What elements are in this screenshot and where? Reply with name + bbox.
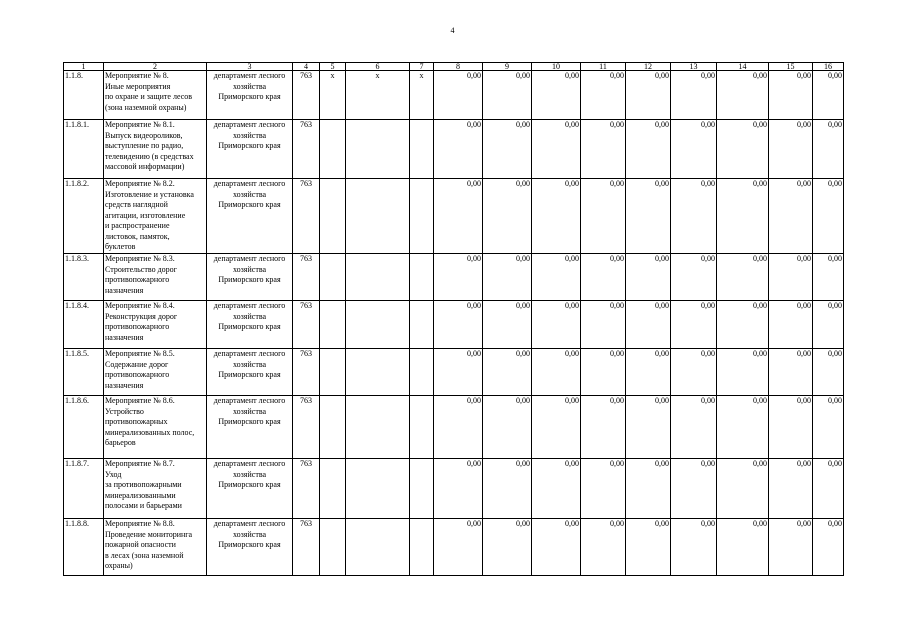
column-header: 3 xyxy=(207,63,293,71)
cell-col4: 763 xyxy=(293,254,320,301)
cell-col7 xyxy=(410,396,434,459)
cell-value: 0,00 xyxy=(769,179,813,254)
table-row xyxy=(64,71,844,120)
cell-col5 xyxy=(320,179,346,254)
cell-col7 xyxy=(410,519,434,576)
cell-value: 0,00 xyxy=(581,71,626,120)
cell-col6 xyxy=(346,179,410,254)
cell-executor: департамент лесного хозяйства Приморского края xyxy=(207,301,293,349)
cell-value: 0,00 xyxy=(626,254,671,301)
column-header: 16 xyxy=(813,63,844,71)
cell-value: 0,00 xyxy=(434,120,483,179)
column-header: 15 xyxy=(769,63,813,71)
cell-col5 xyxy=(320,254,346,301)
cell-value: 0,00 xyxy=(626,179,671,254)
cell-value: 0,00 xyxy=(581,519,626,576)
cell-col6 xyxy=(346,254,410,301)
cell-value: 0,00 xyxy=(434,179,483,254)
cell-value: 0,00 xyxy=(434,459,483,519)
cell-executor: департамент лесного хозяйства Приморского края xyxy=(207,179,293,254)
cell-value: 0,00 xyxy=(626,71,671,120)
cell-col7 xyxy=(410,254,434,301)
cell-value: 0,00 xyxy=(434,349,483,396)
cell-value: 0,00 xyxy=(581,396,626,459)
cell-code: 1.1.8.2. xyxy=(64,179,104,254)
cell-executor: департамент лесного хозяйства Приморского края xyxy=(207,349,293,396)
cell-value: 0,00 xyxy=(434,519,483,576)
cell-col6 xyxy=(346,120,410,179)
cell-value: 0,00 xyxy=(769,519,813,576)
column-header: 9 xyxy=(483,63,532,71)
cell-value: 0,00 xyxy=(532,396,581,459)
cell-code: 1.1.8.4. xyxy=(64,301,104,349)
cell-value: 0,00 xyxy=(813,349,844,396)
cell-col7 xyxy=(410,349,434,396)
cell-measure-name: Мероприятие № 8. Иные мероприятия по охране и защите лесов (зона наземной охраны) xyxy=(104,71,207,120)
cell-col5 xyxy=(320,120,346,179)
cell-executor: департамент лесного хозяйства Приморского края xyxy=(207,120,293,179)
cell-col6 xyxy=(346,396,410,459)
cell-value: 0,00 xyxy=(626,519,671,576)
table-row xyxy=(64,459,844,519)
cell-col4: 763 xyxy=(293,396,320,459)
table-row xyxy=(64,254,844,301)
cell-value: 0,00 xyxy=(483,519,532,576)
cell-value: 0,00 xyxy=(813,71,844,120)
cell-value: 0,00 xyxy=(483,349,532,396)
cell-value: 0,00 xyxy=(769,459,813,519)
cell-col4: 763 xyxy=(293,301,320,349)
cell-executor: департамент лесного хозяйства Приморского края xyxy=(207,71,293,120)
cell-value: 0,00 xyxy=(581,301,626,349)
cell-value: 0,00 xyxy=(434,301,483,349)
cell-value: 0,00 xyxy=(717,120,769,179)
cell-measure-name: Мероприятие № 8.1. Выпуск видеороликов, выступление по радио, телевидению (в средствах массовой информации) xyxy=(104,120,207,179)
cell-code: 1.1.8. xyxy=(64,71,104,120)
cell-value: 0,00 xyxy=(671,179,717,254)
cell-value: 0,00 xyxy=(769,301,813,349)
cell-col5 xyxy=(320,459,346,519)
cell-value: 0,00 xyxy=(769,71,813,120)
cell-value: 0,00 xyxy=(434,71,483,120)
table-row xyxy=(64,301,844,349)
cell-value: 0,00 xyxy=(626,349,671,396)
cell-measure-name: Мероприятие № 8.8. Проведение мониторинга пожарной опасности в лесах (зона наземной охраны) xyxy=(104,519,207,576)
cell-measure-name: Мероприятие № 8.2. Изготовление и установка средств наглядной агитации, изготовление и распространение листовок, памяток, буклетов xyxy=(104,179,207,254)
cell-executor: департамент лесного хозяйства Приморского края xyxy=(207,254,293,301)
cell-measure-name: Мероприятие № 8.6. Устройство противопожарных минерализованных полос, барьеров xyxy=(104,396,207,459)
cell-executor: департамент лесного хозяйства Приморского края xyxy=(207,519,293,576)
cell-value: 0,00 xyxy=(581,120,626,179)
cell-value: 0,00 xyxy=(483,179,532,254)
cell-value: 0,00 xyxy=(813,459,844,519)
cell-col7 xyxy=(410,459,434,519)
cell-measure-name: Мероприятие № 8.5. Содержание дорог противопожарного назначения xyxy=(104,349,207,396)
table-body xyxy=(64,71,844,576)
cell-value: 0,00 xyxy=(813,120,844,179)
cell-value: 0,00 xyxy=(717,349,769,396)
column-header: 10 xyxy=(532,63,581,71)
cell-value: 0,00 xyxy=(483,459,532,519)
column-header: 8 xyxy=(434,63,483,71)
cell-code: 1.1.8.5. xyxy=(64,349,104,396)
cell-value: 0,00 xyxy=(434,396,483,459)
cell-value: 0,00 xyxy=(671,71,717,120)
cell-code: 1.1.8.8. xyxy=(64,519,104,576)
table-row xyxy=(64,396,844,459)
cell-col7 xyxy=(410,301,434,349)
cell-col5 xyxy=(320,519,346,576)
cell-value: 0,00 xyxy=(483,71,532,120)
cell-col6: х xyxy=(346,71,410,120)
cell-value: 0,00 xyxy=(717,396,769,459)
table-row xyxy=(64,179,844,254)
cell-value: 0,00 xyxy=(813,254,844,301)
cell-col5: х xyxy=(320,71,346,120)
cell-value: 0,00 xyxy=(581,179,626,254)
cell-value: 0,00 xyxy=(626,396,671,459)
column-header: 7 xyxy=(410,63,434,71)
cell-col4: 763 xyxy=(293,459,320,519)
cell-code: 1.1.8.1. xyxy=(64,120,104,179)
cell-col4: 763 xyxy=(293,349,320,396)
cell-value: 0,00 xyxy=(532,459,581,519)
column-header: 5 xyxy=(320,63,346,71)
cell-executor: департамент лесного хозяйства Приморского края xyxy=(207,459,293,519)
cell-col6 xyxy=(346,459,410,519)
cell-value: 0,00 xyxy=(532,71,581,120)
column-header: 4 xyxy=(293,63,320,71)
cell-value: 0,00 xyxy=(532,120,581,179)
cell-col4: 763 xyxy=(293,120,320,179)
column-header: 2 xyxy=(104,63,207,71)
cell-code: 1.1.8.3. xyxy=(64,254,104,301)
cell-col4: 763 xyxy=(293,179,320,254)
cell-value: 0,00 xyxy=(483,396,532,459)
cell-col6 xyxy=(346,519,410,576)
cell-value: 0,00 xyxy=(769,254,813,301)
cell-col5 xyxy=(320,396,346,459)
cell-measure-name: Мероприятие № 8.3. Строительство дорог противопожарного назначения xyxy=(104,254,207,301)
cell-value: 0,00 xyxy=(717,459,769,519)
cell-value: 0,00 xyxy=(581,349,626,396)
cell-value: 0,00 xyxy=(717,179,769,254)
cell-col7 xyxy=(410,120,434,179)
cell-value: 0,00 xyxy=(813,179,844,254)
cell-value: 0,00 xyxy=(671,519,717,576)
cell-value: 0,00 xyxy=(532,519,581,576)
cell-value: 0,00 xyxy=(434,254,483,301)
cell-value: 0,00 xyxy=(717,71,769,120)
column-header: 11 xyxy=(581,63,626,71)
cell-col4: 763 xyxy=(293,519,320,576)
cell-col4: 763 xyxy=(293,71,320,120)
cell-col5 xyxy=(320,301,346,349)
cell-value: 0,00 xyxy=(626,459,671,519)
cell-value: 0,00 xyxy=(626,301,671,349)
cell-measure-name: Мероприятие № 8.4. Реконструкция дорог противопожарного назначения xyxy=(104,301,207,349)
cell-value: 0,00 xyxy=(483,120,532,179)
table-row xyxy=(64,120,844,179)
cell-measure-name: Мероприятие № 8.7. Уход за противопожарными минерализованными полосами и барьерами xyxy=(104,459,207,519)
table-header-row xyxy=(64,63,844,71)
cell-value: 0,00 xyxy=(532,254,581,301)
table-row xyxy=(64,519,844,576)
cell-col6 xyxy=(346,301,410,349)
cell-value: 0,00 xyxy=(717,519,769,576)
cell-value: 0,00 xyxy=(671,349,717,396)
cell-value: 0,00 xyxy=(671,459,717,519)
column-header: 1 xyxy=(64,63,104,71)
cell-value: 0,00 xyxy=(671,254,717,301)
column-header: 6 xyxy=(346,63,410,71)
cell-value: 0,00 xyxy=(483,254,532,301)
cell-code: 1.1.8.6. xyxy=(64,396,104,459)
cell-value: 0,00 xyxy=(483,301,532,349)
cell-value: 0,00 xyxy=(813,519,844,576)
cell-value: 0,00 xyxy=(769,396,813,459)
page-number: 4 xyxy=(450,26,455,35)
cell-value: 0,00 xyxy=(671,301,717,349)
cell-value: 0,00 xyxy=(581,254,626,301)
column-header: 14 xyxy=(717,63,769,71)
cell-value: 0,00 xyxy=(671,120,717,179)
table-row xyxy=(64,349,844,396)
cell-col6 xyxy=(346,349,410,396)
cell-value: 0,00 xyxy=(769,120,813,179)
cell-value: 0,00 xyxy=(671,396,717,459)
cell-col7 xyxy=(410,179,434,254)
measures-table xyxy=(63,62,844,576)
column-header: 12 xyxy=(626,63,671,71)
cell-value: 0,00 xyxy=(532,179,581,254)
cell-value: 0,00 xyxy=(813,301,844,349)
cell-value: 0,00 xyxy=(626,120,671,179)
cell-col5 xyxy=(320,349,346,396)
cell-value: 0,00 xyxy=(581,459,626,519)
cell-value: 0,00 xyxy=(532,349,581,396)
cell-executor: департамент лесного хозяйства Приморского края xyxy=(207,396,293,459)
column-header: 13 xyxy=(671,63,717,71)
cell-value: 0,00 xyxy=(532,301,581,349)
cell-value: 0,00 xyxy=(813,396,844,459)
cell-code: 1.1.8.7. xyxy=(64,459,104,519)
cell-value: 0,00 xyxy=(769,349,813,396)
cell-col7: х xyxy=(410,71,434,120)
cell-value: 0,00 xyxy=(717,254,769,301)
cell-value: 0,00 xyxy=(717,301,769,349)
